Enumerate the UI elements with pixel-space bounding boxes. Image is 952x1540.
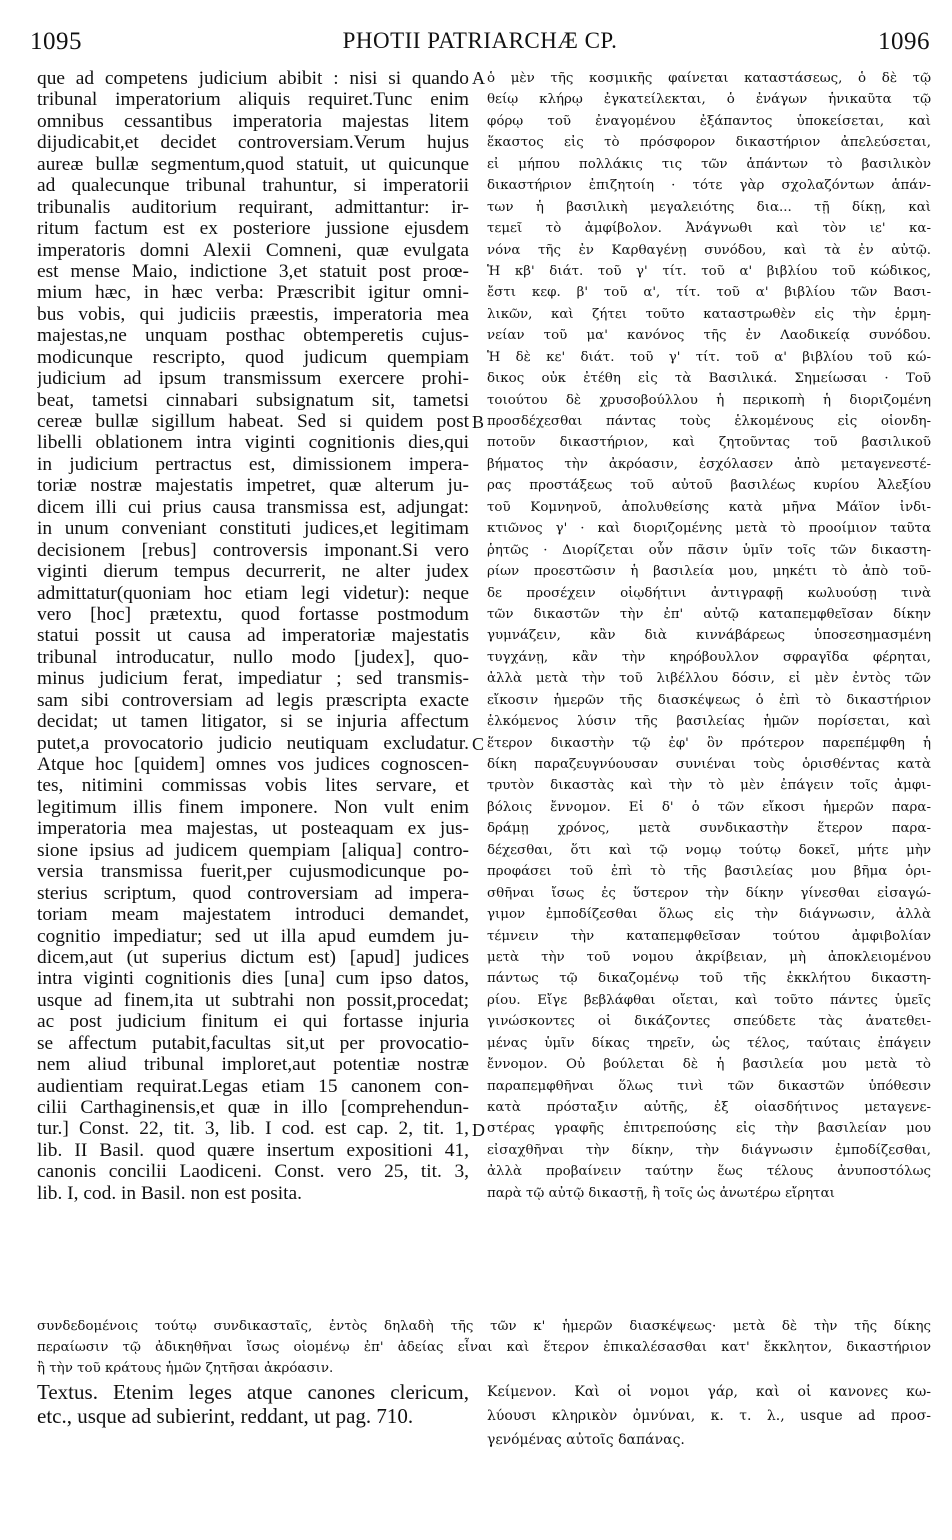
footnote-line: συνδεδομένοις τούτῳ συνδικασταῖς, ἐντὸς δηλαδὴ τῆς τῶν κ' ἡμερῶν διασκέψεως· μετὰ δὲ τὴν τῆς δίκης — [37, 1319, 931, 1334]
greek-text-line: Ἡ κβ' διάτ. τοῦ γ' τίτ. τοῦ α' βιβλίου τοῦ κώδικος, — [487, 263, 931, 279]
latin-text-line: tribunal introducatur, nullo modo [judex], quo- — [37, 646, 469, 668]
latin-text-line: versia transmissa fuerit,per cujusmodicunque po- — [37, 861, 469, 883]
greek-text-line: ῥητῶς · Διορίζεται οὖν πᾶσιν ὑμῖν τοῖς τῶν δικαστη- — [487, 542, 931, 558]
latin-text-line: aureæ bullæ segmentum,quod statuit, ut quicunque — [37, 153, 469, 175]
greek-text-line: βόλοις ἔννομον. Εἰ δ' ὁ τῶν εἴκοσι ἡμερῶν παρα- — [487, 799, 931, 815]
latin-text-line: cognitio impediatur; sed ut illa apud eumdem ju- — [37, 925, 469, 947]
greek-text-line: τεμεῖ τὸ ἀμφίβολον. Ἀνάγνωθι καὶ τὸν ιε' κα- — [487, 221, 931, 237]
greek-text-line: δικαστήριον ἐπιζητοίη · τότε γὰρ σχολαζόντων ἁπάν- — [487, 178, 931, 194]
greek-text-line: δράμῃ χρόνος, μετὰ συνδικαστὴν ἕτερον παρα- — [487, 821, 931, 837]
greek-text-line: ἀλλὰ προβαίνειν ταύτην ἕως τέλους ἀνυποστόλως — [487, 1164, 931, 1180]
latin-text-line: ac post judicium finitum ei qui fortasse injuria — [37, 1011, 469, 1033]
latin-text-line: que ad competens judicium abibit : nisi si quando — [37, 68, 469, 89]
greek-text-line: ρίων προεστῶσιν ἡ βασιλεία μου, μηκέτι τὸ ἀπὸ τοῦ- — [487, 564, 931, 580]
margin-letter-a: A — [472, 68, 485, 88]
margin-letter-b: B — [472, 412, 485, 432]
latin-text-line: judicium ad ipsum transmissum exercere prohi- — [37, 368, 469, 390]
greek-text-line: μετὰ τὴν τοῦ νομου ἀκρίβειαν, μὴ ἀποκλειομένου — [487, 949, 931, 965]
latin-text-line: sam sibi controversiam ad legis præscripta exacte — [37, 689, 469, 711]
greek-text-line: κατὰ πρόσταξιν αὐτῆς, ἐξ οἱασδήτινος μεταγενε- — [487, 1100, 931, 1115]
textus-latin — [37, 1380, 469, 1428]
latin-text-line: dicem,aut (ut superius dictum est) [apud] judices — [37, 946, 469, 968]
greek-text-line: φόρῳ τοῦ ἐναγομένου ἐξάπαντος ὑποκείσεται, καὶ — [487, 113, 931, 129]
greek-text-line: τῶν δικαστῶν τὴν ἐπ' αὐτῷ καταπεμφθεῖσαν δίκην — [487, 606, 931, 622]
latin-text-line: dijudicabit,et decidet controversiam.Verum hujus — [37, 132, 469, 154]
greek-text-line: εἰσαχθῆναι τὴν δίκην, τὴν διάγνωσιν ἐμποδίζεσθαι, — [487, 1142, 931, 1158]
latin-text-line: tribunal imperatorium aliquis requiret.Tunc enim — [37, 89, 469, 111]
latin-text-line: lib. II Basil. quod quære insertum expositioni 41, — [37, 1139, 469, 1161]
latin-text-line: audientiam requirat.Legas etiam 15 canonem con- — [37, 1075, 469, 1097]
latin-text-line: tes, nitimini commissas vobis lites servare, et — [37, 775, 469, 797]
greek-text-line: δε προσέχειν οἱῳδήτινι ἀντιγραφῇ κωλυούσῃ τινὰ — [487, 585, 931, 601]
greek-text-line: μένας ὑμῖν δίκας τηρεῖν, ὡς τέλος, ταύταις ἐπάγειν — [487, 1035, 931, 1051]
footnote-greek — [37, 1316, 931, 1379]
greek-text-line: τοῦ Κομνηνοῦ, ἀπολυθείσης κατὰ μῆνα Μάϊον ἰνδι- — [487, 499, 931, 515]
greek-text-line: δίκη παραζευγνύουσαν συνιέναι τοὺς ὁρισθέντας κατὰ — [487, 757, 931, 772]
greek-text-line: θείῳ κλήρῳ ἐγκατείλεκται, ὁ ἐνάγων ἡνικαῦτα τῷ — [487, 92, 931, 108]
footnote-line: ἢ τὴν τοῦ κράτους ἡμῶν ζητῆσαι ἀκρόασιν. — [37, 1361, 334, 1376]
greek-text-line: εἰ μήπου πολλάκις τις τῶν ἁπάντων τὸ βασιλικὸν — [487, 156, 931, 172]
latin-text-line: beat, tametsi cinnabari subsignatum sit, tametsi — [37, 389, 469, 411]
latin-text-line: lib. I, cod. in Basil. non est posita. — [37, 1182, 302, 1204]
greek-text-line: ὁ μὲν τῆς κοσμικῆς φαίνεται καταστάσεως, ὁ δὲ τῷ — [487, 71, 931, 86]
latin-text-line: est mense Maio, indictione 3,et statuit post proœ- — [37, 260, 469, 282]
latin-text-line: tribunalis auditorium requirant, admittantur: ir- — [37, 196, 469, 218]
greek-text-line: πάντως τῷ δικαζομένῳ τοῦ τῆς ἐκκλήτου δικαστη- — [487, 971, 931, 987]
latin-text-line: in unum conveniant constituti judices,et legitimam — [37, 518, 469, 540]
latin-text-line: putet,a provocatorio judicio neutiquam excludatur. — [37, 732, 469, 754]
greek-text-line: ἕκαστος εἰς τὸ πρόσφορον δικαστήριον ἀπελεύσεται, — [487, 135, 931, 151]
latin-text-line: tur.] Const. 22, tit. 3, lib. I cod. est cap. 2, tit. 1, — [37, 1118, 469, 1140]
greek-text-line: τέμνειν τὴν καταπεμφθεῖσαν τούτου ἀμφιβολίαν — [487, 928, 931, 944]
keimenon-greek — [487, 1380, 931, 1452]
greek-text-line: γυμνάζειν, κἂν διὰ κιννάβάρεως ὑποσεσημασμένη — [487, 628, 931, 644]
greek-text-line: τοιούτου δὲ χρυσοβούλλου ἡ περικοπὴ ἡ διοριζομένη — [487, 392, 931, 408]
greek-text-line: ἕτερον δικαστὴν τῷ ἐφ' ὃν πρότερον παρεπέμφθη ἡ — [487, 735, 931, 751]
greek-text-line: εἴκοσιν ἡμερῶν τῆς διασκέψεως ὁ ἐπὶ τὸ δικαστήριον — [487, 692, 931, 708]
latin-text-line: mium hæc, in hæc verba: Præscribit igitur omni- — [37, 282, 469, 304]
greek-text-line: προφάσει τοῦ ἐπὶ τὸ τῆς βασιλείας μου βῆμα ὁρι- — [487, 864, 931, 880]
latin-text-line: vero [hoc] prætextu, quod fortasse postmodum — [37, 603, 469, 625]
latin-text-line: minus judicium ferat, impediatur ; sed transmis- — [37, 668, 469, 690]
latin-column — [37, 68, 469, 1204]
latin-text-line: modicunque rescripto, quod judicum quempiam — [37, 346, 469, 368]
greek-text-line: τρυτὸν δικαστὰς καὶ τὴν τὸ μὲν ἐπάγειν τοῖς ἀμφι- — [487, 778, 931, 794]
latin-text-line: legitimum illis finem imponere. Non vult enim — [37, 796, 469, 818]
latin-text-line: imperatoria mea majestas, ut posteaquam ex jus- — [37, 818, 469, 840]
latin-text-line: sione ipsius ad judicem quempiam [aliqua] contro- — [37, 839, 469, 861]
latin-text-line: cereæ bullæ sigillum habeat. Sed si quidem post — [37, 411, 469, 432]
footnote-line: περαίωσιν τῷ ἀδικηθῆναι ἴσως οἰομένῳ ἐπ' ἀδείας εἶναι καὶ ἕτερον ἐπικαλέσασθαι κατ' ἔκκλητον, δικαστήριον — [37, 1340, 931, 1355]
latin-text-line: toriam meam majestatem introduci demandet, — [37, 904, 469, 926]
greek-text-line: ἑλκόμενος λύσιν τῆς βασιλείας ἡμῶν πορίσεται, καὶ — [487, 714, 931, 730]
greek-text-line: ἔστι κεφ. β' τοῦ α', τίτ. τοῦ α' βιβλίου τῶν Βασι- — [487, 285, 931, 301]
greek-text-line: ἀλλὰ μετὰ τὴν τοῦ λιβέλλου δόσιν, εἰ μὲν ἐντὸς τῶν — [487, 671, 931, 687]
keimenon-line: λύουσι κληρικὸν ὀμνύναι, κ. τ. λ., usque ad προσ- — [487, 1408, 931, 1424]
latin-text-line: ritum factum est ex posteriore jussione ejusdem — [37, 218, 469, 240]
margin-letter-c: C — [472, 734, 485, 754]
latin-text-line: usque ad finem,ita ut subtrahi non possit,procedat; — [37, 989, 469, 1011]
greek-text-line: Ἡ δὲ κε' διάτ. τοῦ γ' τίτ. τοῦ α' βιβλίου τοῦ κώ- — [487, 349, 931, 365]
latin-text-line: sterius scriptum, quod controversiam ad impera- — [37, 882, 469, 904]
greek-text-line: νόνα τῆς ἐν Καρθαγένῃ συνόδου, καὶ τὰ ἐν αὐτῷ. — [487, 242, 931, 258]
latin-text-line: viginti dierum tempus decurrerit, ne alter judex — [37, 561, 469, 583]
latin-text-line: ad qualecunque tribunal trahuntur, si imperatorii — [37, 175, 469, 197]
greek-text-line: ρίου. Εἴγε βεβλάφθαι οἴεται, καὶ τοῦτο πάντες ὑμεῖς — [487, 992, 931, 1008]
greek-text-line: λικῶν, καὶ ζήτει τοῦτο καταστρωθὲν εἰς τὴν ἑρμη- — [487, 306, 931, 322]
latin-text-line: omnibus cessantibus imperatoria majestas litem — [37, 110, 469, 132]
latin-text-line: imperatoris domni Alexii Comneni, quæ evulgata — [37, 239, 469, 261]
keimenon-line: Κείμενον. Καὶ οἱ νομοι γάρ, καὶ οἱ κανονες κω- — [487, 1384, 931, 1400]
latin-text-line: admittatur(quoniam hoc etiam legi videtur): neque — [37, 582, 469, 604]
greek-text-line: παρὰ τῷ αὐτῷ δικαστῇ, ἢ τοῖς ὡς ἀνωτέρω εἴρηται — [487, 1185, 835, 1201]
latin-text-line: decisionem [rebus] controversis imponant.Si vero — [37, 539, 469, 561]
greek-text-line: κτιῶνος γ' · καὶ διοριζομένης μετὰ τὸ προοίμιον ταῦτα — [487, 521, 931, 537]
latin-text-line: bus vobis, qui judiciis præestis, imperatoria mea — [37, 303, 469, 325]
latin-text-line: libelli oblationem intra viginti cognitionis dies,qui — [37, 432, 469, 454]
latin-text-line: cilii Carthaginensis,et quæ in illo [comprehendun- — [37, 1097, 469, 1118]
latin-text-line: majestas,ne unquam posthac obtemperetis cujus- — [37, 325, 469, 347]
greek-text-line: παραπεμφθῆναι ὅλως τινὶ τῶν δικαστῶν ὑπόθεσιν — [487, 1078, 931, 1094]
latin-text-line: canonis concilii Laodiceni. Const. vero 25, tit. 3, — [37, 1161, 469, 1183]
greek-column — [487, 68, 931, 1204]
greek-text-line: νείαν τοῦ μα' κανόνος τῆς ἐν Λαοδικείᾳ συνόδου. — [487, 328, 931, 344]
greek-text-line: γινώσκοντες οἱ δικάζοντες σπεύδετε τὰς ἀνατεθει- — [487, 1014, 931, 1030]
latin-text-line: intra viginti cognitionis dies [una] cum ipso datos, — [37, 968, 469, 990]
latin-text-line: Atque hoc [quidem] omnes vos judices cognoscen- — [37, 754, 469, 775]
greek-text-line: βήματος τὴν ἀκρόασιν, ἐσχόλασεν ἀπὸ μεταγενεστέ- — [487, 456, 931, 472]
greek-text-line: γιμον ἐμποδίζεσθαι ὅλως εἰς τὴν διάγνωσιν, ἀλλὰ — [487, 907, 931, 923]
greek-text-line: ἔννομον. Οὐ βούλεται δὲ ἡ βασιλεία μου μετὰ τὸ — [487, 1057, 931, 1073]
greek-text-line: δικος οὐκ ἐτέθη εἰς τὰ Βασιλικά. Σημείωσαι · Τοῦ — [487, 371, 931, 387]
margin-letter-d: D — [472, 1120, 485, 1140]
latin-text-line: nem aliud tribunal imploret,aut potentiæ nostræ — [37, 1054, 469, 1076]
page-number-right: 1096 — [878, 28, 930, 55]
latin-text-line: se affectum putabit,facultas sit,ut per provocatio- — [37, 1032, 469, 1054]
latin-text-line: decidat; ut tamen litigator, si se injuria affectum — [37, 711, 469, 733]
page-number-left: 1095 — [30, 28, 82, 55]
latin-text-line: dicem illi cui prius causa transmissa est, adjungat: — [37, 496, 469, 518]
greek-text-line: των ἡ βασιλικὴ μεγαλειότης δια... τῇ δίκῃ, καὶ — [487, 199, 931, 215]
textus-line: Textus. Etenim leges atque canones clericum, — [37, 1380, 469, 1404]
greek-text-line: δέχεσθαι, ὅτι καὶ τῷ νομῳ τούτῳ δοκεῖ, μήτε μὴν — [487, 842, 931, 858]
latin-text-line: in judicium pertractus est, dimissionem impera- — [37, 453, 469, 475]
greek-text-line: σθῆναι ἴσως ἐς ὕστερον τὴν δίκην γίνεσθαι εἰσαγώ- — [487, 885, 931, 901]
greek-text-line: προσδέχεσθαι πάντας τοὺς ἑλκομένους εἰς οἱονδη- — [487, 414, 931, 429]
page-header — [30, 28, 930, 68]
latin-text-line: toriæ nostræ majestatis impetret, quæ alterum ju- — [37, 475, 469, 497]
keimenon-line: γενόμένας αὐτοῖς δαπάνας. — [487, 1432, 685, 1448]
latin-text-line: statui possit ut causa ad imperatoriæ majestatis — [37, 625, 469, 647]
greek-text-line: στέρας γραφῆς ἐπιτρεπούσης εἰς τὴν βασιλείαν μου — [487, 1121, 931, 1137]
running-title: PHOTII PATRIARCHÆ CP. — [342, 28, 618, 53]
greek-text-line: τυγχάνῃ, κἂν τὴν κηρόβουλλον σφραγῖδα φέρηται, — [487, 649, 931, 665]
textus-line: etc., usque ad subierint, reddant, ut pag. 710. — [37, 1404, 414, 1428]
greek-text-line: ρας προστάξεως τοῦ αὐτοῦ βασιλέως κυρίου Ἀλεξίου — [487, 478, 931, 494]
greek-text-line: ποτοῦν δικαστήριον, καὶ ζητοῦντας τοῦ βασιλικοῦ — [487, 435, 931, 451]
